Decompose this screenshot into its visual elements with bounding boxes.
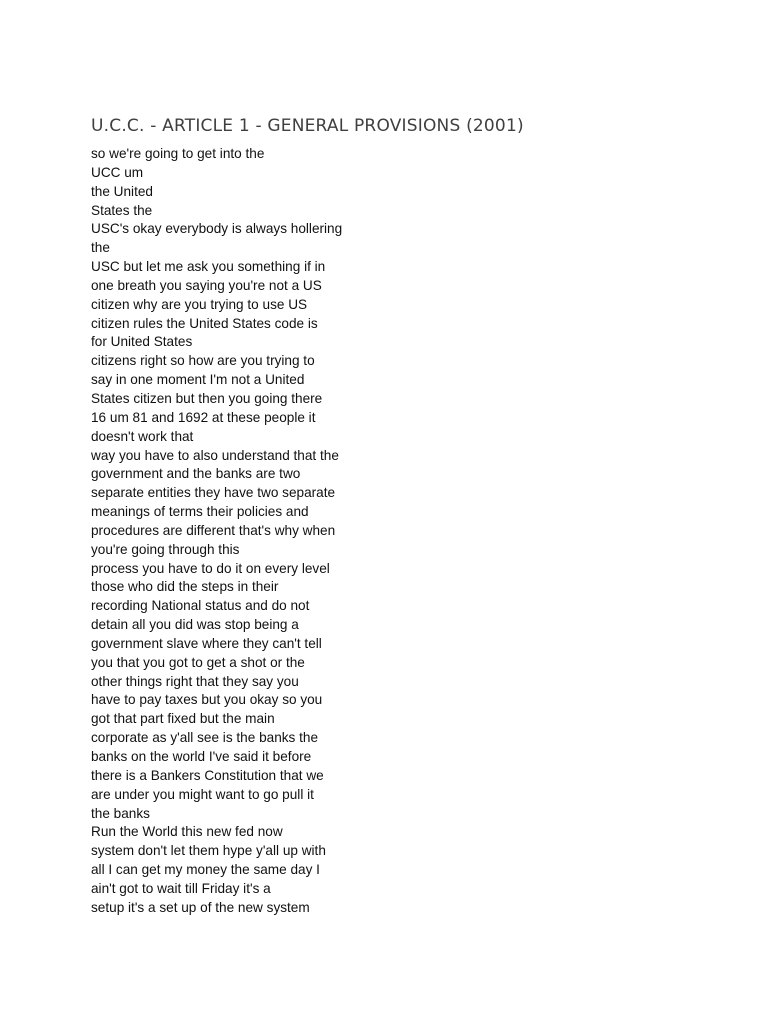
transcript-line: banks on the world I've said it before bbox=[91, 749, 312, 764]
transcript-line: those who did the steps in their bbox=[91, 579, 279, 595]
transcript-line: you're going through this bbox=[91, 541, 240, 557]
transcript-line: system don't let them hype y'all up with bbox=[91, 843, 326, 859]
document-title: U.C.C. - ARTICLE 1 - GENERAL PROVISIONS (2001) bbox=[91, 116, 524, 136]
transcript-line: got that part fixed but the main bbox=[91, 711, 275, 727]
transcript-line: one breath you saying you're not a US bbox=[91, 277, 322, 293]
transcript-line: have to pay taxes but you okay so you bbox=[91, 692, 323, 708]
transcript-text bbox=[91, 145, 391, 918]
transcript-line: detain all you did was stop being a bbox=[91, 617, 299, 633]
transcript-line: doesn't work that bbox=[91, 428, 194, 444]
transcript-line: Run the World this new fed now bbox=[91, 824, 283, 840]
transcript-line: ain't got to wait till Friday it's a bbox=[91, 880, 271, 896]
transcript-line: citizens right so how are you trying to bbox=[91, 353, 315, 369]
transcript-line: USC's okay everybody is always hollering bbox=[91, 221, 343, 237]
transcript-line: process you have to do it on every level bbox=[91, 560, 330, 576]
transcript-line: UCC um bbox=[91, 164, 144, 180]
transcript-line: citizen rules the United States code is bbox=[91, 315, 318, 331]
transcript-line: meanings of terms their policies and bbox=[91, 504, 309, 520]
transcript-line: procedures are different that's why when bbox=[91, 522, 336, 538]
transcript-line: for United States bbox=[91, 334, 193, 350]
transcript-line: so we're going to get into the bbox=[91, 146, 265, 161]
transcript-line: way you have to also understand that the bbox=[91, 447, 339, 463]
transcript-line: the United bbox=[91, 183, 153, 199]
transcript-line: there is a Bankers Constitution that we bbox=[91, 767, 324, 783]
transcript-line: setup it's a set up of the new system bbox=[91, 899, 310, 915]
transcript-line: States citizen but then you going there bbox=[91, 390, 323, 406]
transcript-line: government and the banks are two bbox=[91, 466, 301, 482]
transcript-line: 16 um 81 and 1692 at these people it bbox=[91, 409, 316, 425]
transcript-line: other things right that they say you bbox=[91, 673, 299, 689]
transcript-line: the banks bbox=[91, 805, 150, 821]
transcript-line: all I can get my money the same day I bbox=[91, 862, 320, 878]
transcript-line: government slave where they can't tell bbox=[91, 635, 322, 651]
transcript-line: you that you got to get a shot or the bbox=[91, 654, 305, 670]
transcript-line: are under you might want to go pull it bbox=[91, 786, 314, 802]
transcript-line: the bbox=[91, 240, 110, 256]
transcript-line: separate entities they have two separate bbox=[91, 485, 336, 501]
transcript-line: citizen why are you trying to use US bbox=[91, 296, 308, 312]
transcript-line: recording National status and do not bbox=[91, 598, 310, 614]
transcript-line: States the bbox=[91, 202, 153, 218]
transcript-line: say in one moment I'm not a United bbox=[91, 372, 305, 388]
transcript-line: corporate as y'all see is the banks the bbox=[91, 730, 319, 746]
transcript-line: USC but let me ask you something if in bbox=[91, 259, 326, 275]
